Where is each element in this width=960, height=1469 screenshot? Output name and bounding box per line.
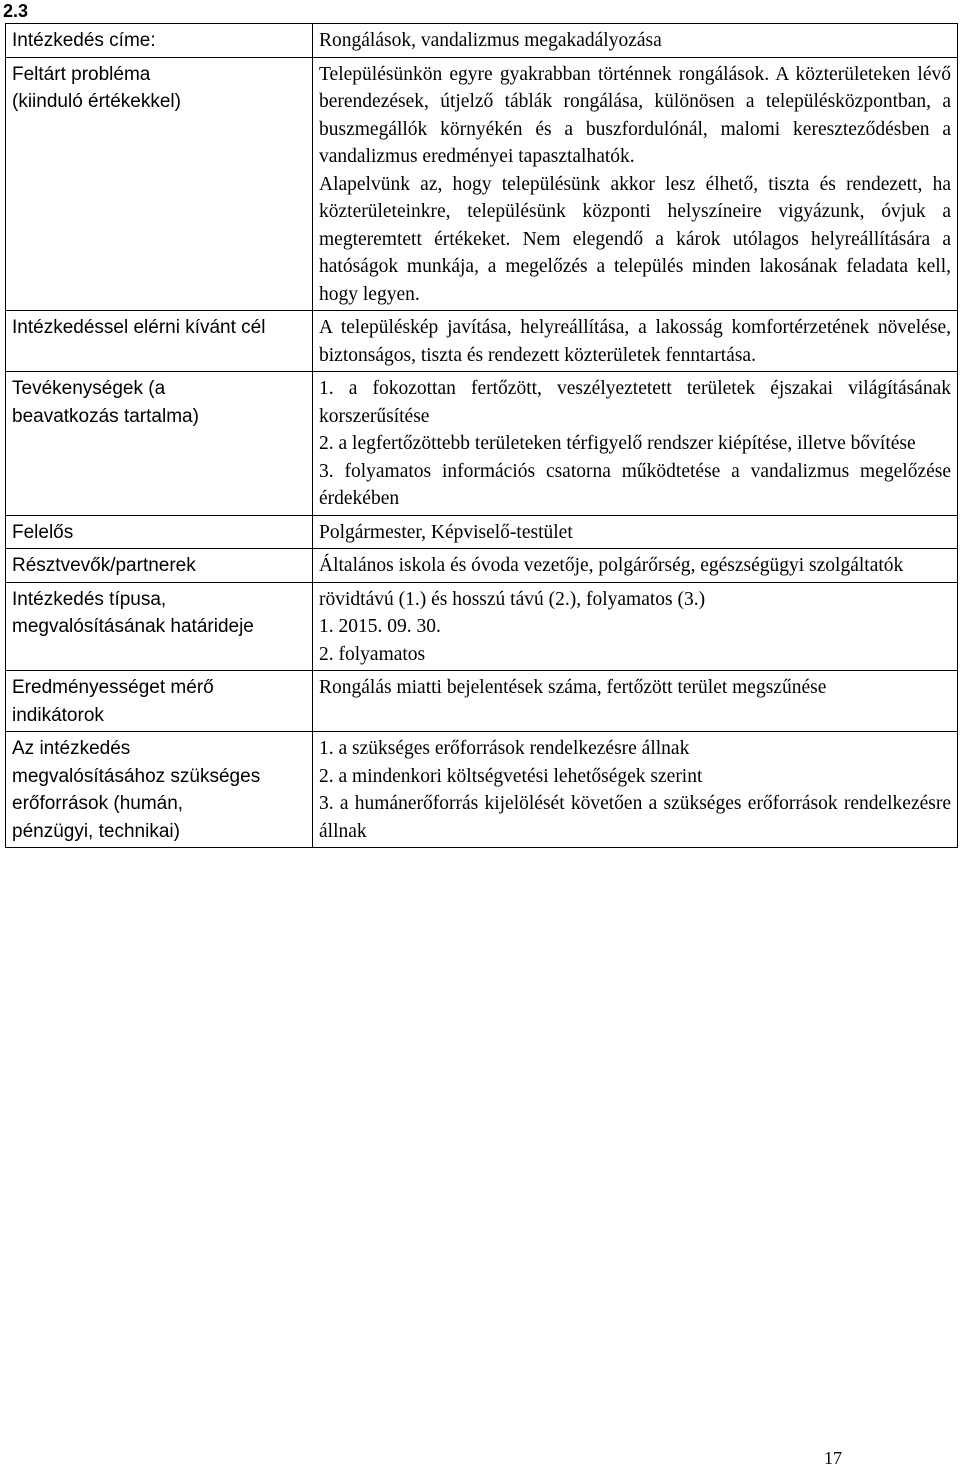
row-label <box>6 24 313 58</box>
row-value-paragraph: 2. a legfertőzöttebb területeken térfigyelő rendszer kiépítése, illetve bővítése <box>319 433 916 454</box>
table-row <box>6 57 958 311</box>
table-row <box>6 582 958 671</box>
row-label <box>6 372 313 516</box>
row-value-paragraph: 1. 2015. 09. 30. <box>319 616 441 637</box>
table-row <box>6 372 958 516</box>
row-value-paragraph: 2. folyamatos <box>319 643 426 665</box>
row-label-text: Eredményességet mérő indikátorok <box>12 677 214 726</box>
row-value-paragraph: rövidtávú (1.) és hosszú távú (2.), folyamatos (3.) <box>319 588 706 610</box>
row-value <box>313 732 958 848</box>
row-label-text: Tevékenységek (a beavatkozás tartalma) <box>12 378 199 427</box>
row-value <box>313 372 958 516</box>
row-label <box>6 582 313 671</box>
measure-table <box>5 23 958 848</box>
row-value <box>313 311 958 372</box>
row-value-paragraph: 1. a fokozottan fertőzött, veszélyeztetett területek éjszakai világításának korszerűsítése <box>319 378 951 427</box>
row-value-paragraph: 3. folyamatos információs csatorna működtetése a vandalizmus megelőzése érdekében <box>319 460 951 509</box>
row-label-text: Feltárt probléma (kiinduló értékekkel) <box>12 63 181 112</box>
row-label-text: Intézkedés címe: <box>12 30 156 51</box>
row-label <box>6 671 313 732</box>
row-label-text: Intézkedéssel elérni kívánt cél <box>12 317 266 338</box>
section-number: 2.3 <box>3 1 29 21</box>
row-label-text: Intézkedés típusa, megvalósításának határideje <box>12 588 254 637</box>
table-row <box>6 671 958 732</box>
table-row <box>6 515 958 549</box>
row-value <box>313 549 958 583</box>
row-value-paragraph: Polgármester, Képviselő-testület <box>319 521 573 543</box>
row-value-paragraph: 3. a humánerőforrás kijelölését követően a szükséges erőforrások rendelkezésre állnak <box>319 793 951 842</box>
table-row <box>6 311 958 372</box>
row-label <box>6 515 313 549</box>
row-label-text: Az intézkedés megvalósításához szükséges erőforrások (humán, pénzügyi, technikai) <box>12 738 261 842</box>
row-value <box>313 515 958 549</box>
row-value-paragraph: Alapelvünk az, hogy településünk akkor lesz élhető, tiszta és rendezett, ha közterületeinkre, településünk központi helyszíneire vigyázunk, óvjuk a megteremtett értékeket. Nem elegendő a károk utólagos helyreállítására a hatóságok munkája, a megelőzés a település minden lakosának feladata kell, hogy legyen. <box>319 173 951 305</box>
row-value-paragraph: Rongálás miatti bejelentések száma, fertőzött terület megszűnése <box>319 677 827 698</box>
row-value-paragraph: Településünkön egyre gyakrabban történnek rongálások. A közterületeken lévő berendezések, útjelző táblák rongálása, különösen a településközpontban, a buszmegállók környékén és a buszfordulónál, malomi kereszteződésben a vandalizmus eredményei tapasztalhatók. <box>319 63 951 167</box>
row-label <box>6 311 313 372</box>
row-value-paragraph: A településkép javítása, helyreállítása, a lakosság komfortérzetének növelése, biztonságos, tiszta és rendezett közterületek fenntartása. <box>319 317 951 366</box>
row-label <box>6 549 313 583</box>
row-value-paragraph: 2. a mindenkori költségvetési lehetőségek szerint <box>319 765 703 787</box>
row-value <box>313 582 958 671</box>
row-value <box>313 671 958 732</box>
row-label <box>6 732 313 848</box>
table-row <box>6 24 958 58</box>
row-value-paragraph: Rongálások, vandalizmus megakadályozása <box>319 30 662 51</box>
row-label-text: Felelős <box>12 521 74 543</box>
row-label <box>6 57 313 311</box>
row-value <box>313 24 958 58</box>
row-label-text: Résztvevők/partnerek <box>12 555 196 576</box>
page-number: 17 <box>824 1448 842 1468</box>
table-row <box>6 732 958 848</box>
row-value-paragraph: Általános iskola és óvoda vezetője, polgárőrség, egészségügyi szolgáltatók <box>319 555 904 576</box>
row-value-paragraph: 1. a szükséges erőforrások rendelkezésre állnak <box>319 738 690 759</box>
table-row <box>6 549 958 583</box>
row-value <box>313 57 958 311</box>
